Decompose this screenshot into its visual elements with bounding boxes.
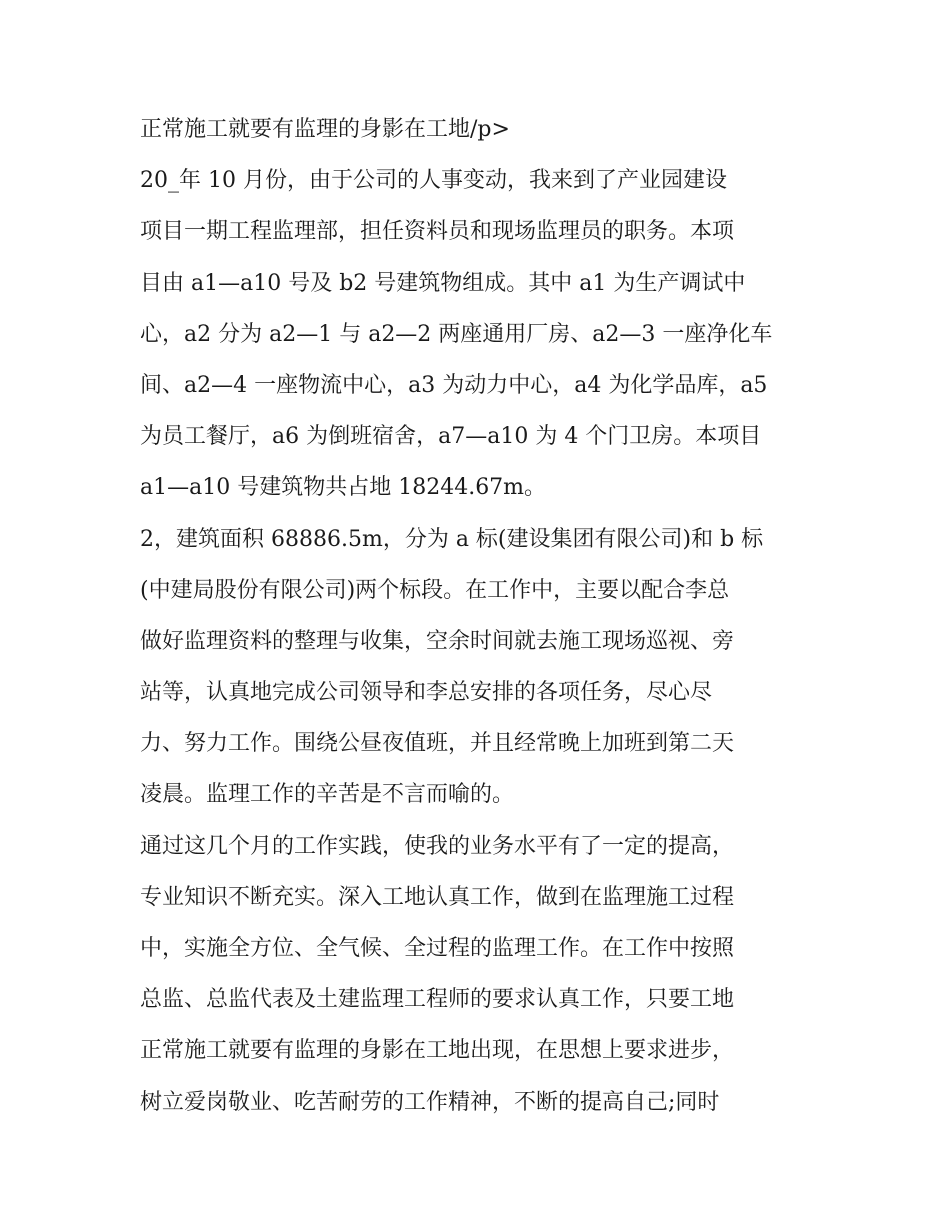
text-line: 总监、总监代表及土建监理工程师的要求认真工作，只要工地	[140, 987, 735, 1013]
text-line: (中建局股份有限公司)两个标段。在工作中，主要以配合李总	[140, 577, 730, 603]
body-text	[140, 104, 830, 1128]
text-line: 20_年 10 月份，由于公司的人事变动，我来到了产业园建设	[140, 168, 727, 194]
text-line: 2，建筑面积 68886.5m，分为 a 标(建设集团有限公司)和 b 标	[140, 526, 764, 552]
text-line: 力、努力工作。围绕公昼夜值班，并且经常晚上加班到第二天	[140, 731, 735, 757]
text-line: 为员工餐厅，a6 为倒班宿舍，a7—a10 为 4 个门卫房。本项目	[140, 424, 762, 450]
text-line: 中，实施全方位、全气候、全过程的监理工作。在工作中按照	[140, 936, 735, 961]
text-line: a1—a10 号建筑物共占地 18244.67m。	[140, 475, 547, 501]
text-line: 正常施工就要有监理的身影在工地出现，在思想上要求进步，	[140, 1038, 735, 1064]
text-line: 站等，认真地完成公司领导和李总安排的各项任务，尽心尽	[140, 680, 713, 706]
text-line: 专业知识不断充实。深入工地认真工作，做到在监理施工过程	[140, 884, 735, 910]
text-line: 做好监理资料的整理与收集，空余时间就去施工现场巡视、旁	[140, 628, 735, 654]
text-line: 目由 a1—a10 号及 b2 号建筑物组成。其中 a1 为生产调试中	[140, 270, 746, 296]
text-line: 间、a2—4 一座物流中心，a3 为动力中心，a4 为化学品库，a5	[140, 372, 768, 398]
text-line: 项目一期工程监理部，担任资料员和现场监理员的职务。本项	[140, 219, 735, 245]
text-line: 树立爱岗敬业、吃苦耐劳的工作精神，不断的提高自己;同时	[140, 1089, 720, 1115]
text-line: 正常施工就要有监理的身影在工地/p>	[140, 117, 510, 142]
text-line: 通过这几个月的工作实践，使我的业务水平有了一定的提高，	[140, 833, 735, 859]
text-line: 心，a2 分为 a2—1 与 a2—2 两座通用厂房、a2—3 一座净化车	[140, 321, 773, 347]
text-line: 凌晨。监理工作的辛苦是不言而喻的。	[140, 782, 515, 808]
